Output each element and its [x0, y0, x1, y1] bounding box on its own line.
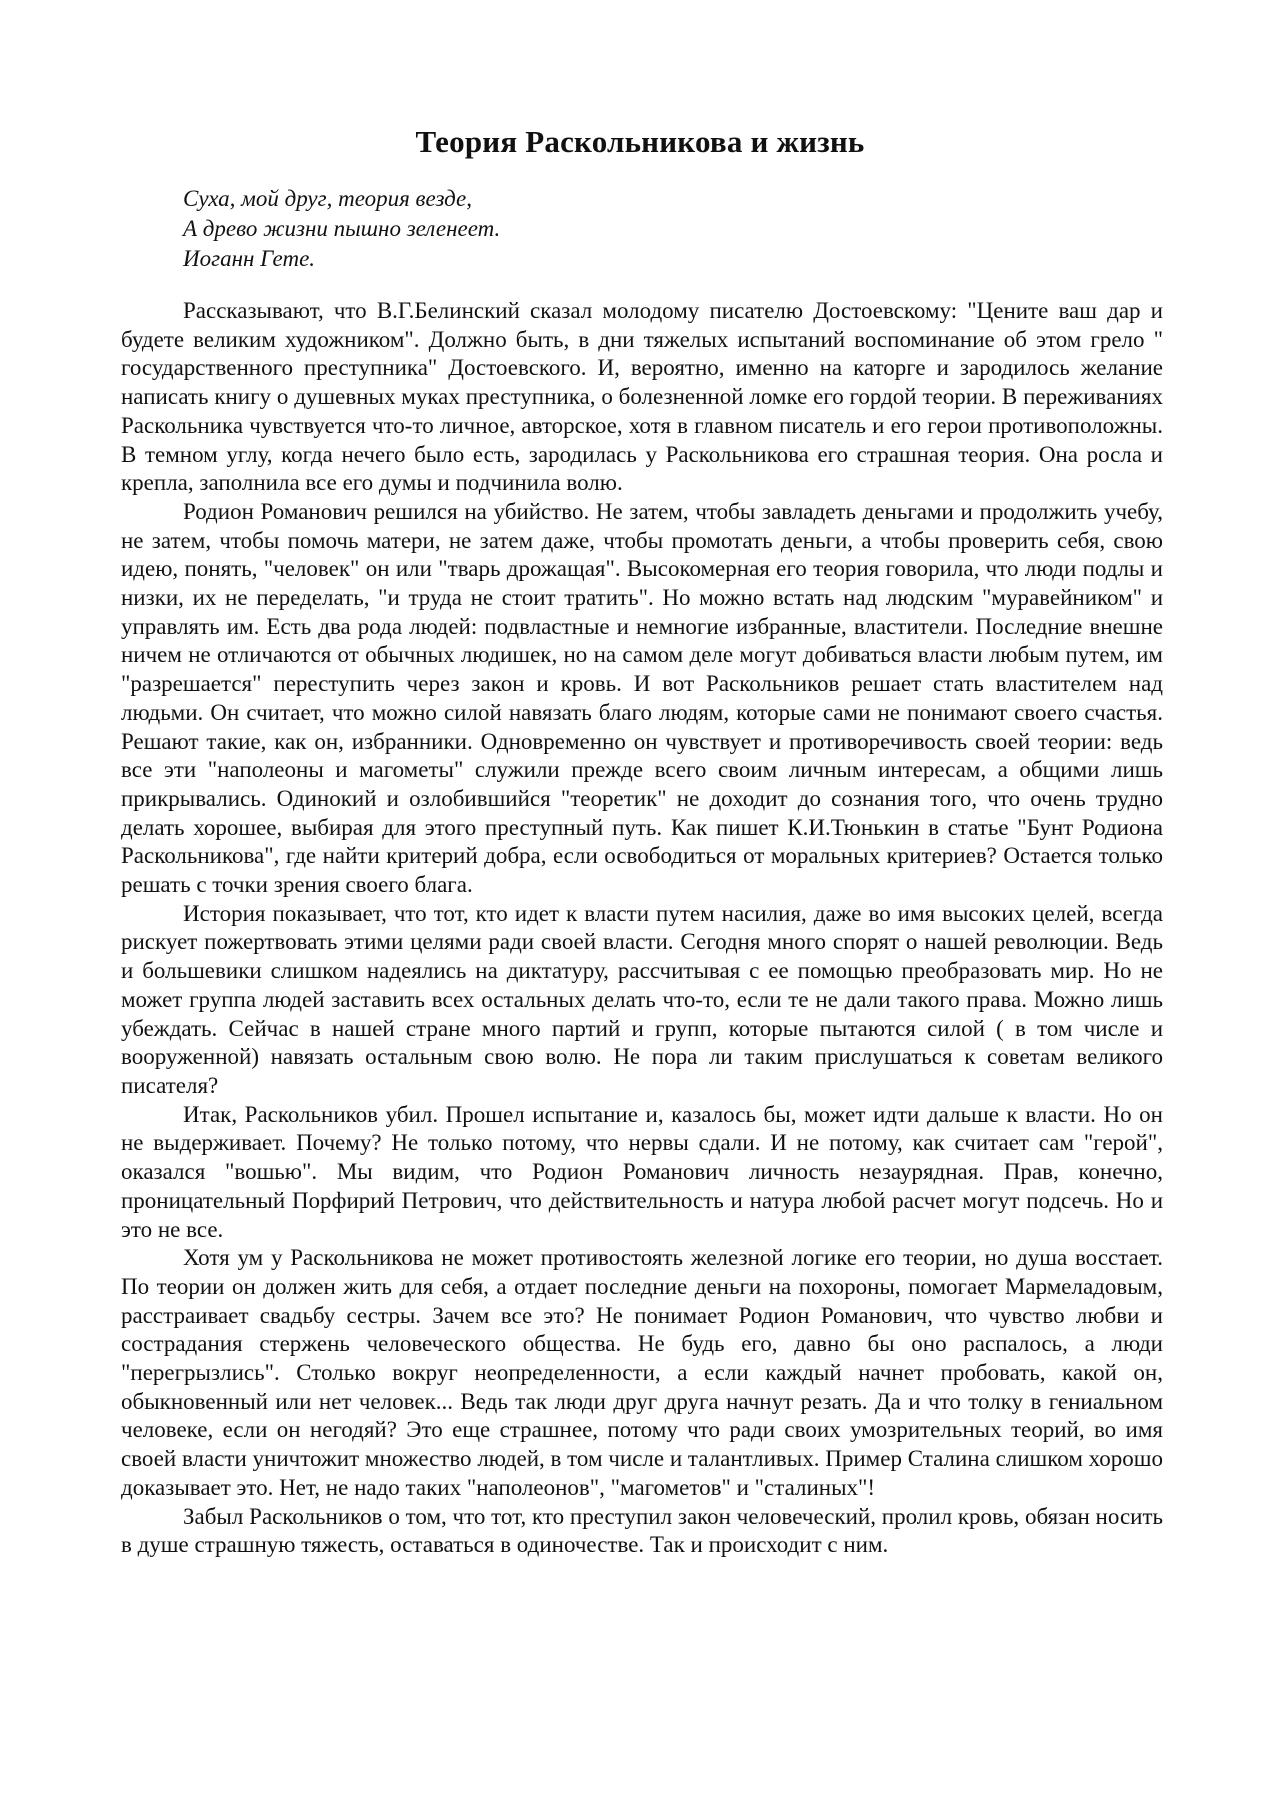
paragraph: Забыл Раскольников о том, что тот, кто преступил закон человеческий, пролил кровь, обязан носить в душе страшную тяжесть, оставаться в одиночестве. Так и происходит с ним.	[121, 1503, 1163, 1558]
epigraph-line: Суха, мой друг, теория везде,	[183, 186, 472, 211]
paragraph: История показывает, что тот, кто идет к власти путем насилия, даже во имя высоких целей, всегда рискует пожертвовать этими целями ради своей власти. Сегодня много спорят о нашей революции. Ведь и большевики слишком надеялись на диктатуру, рассчитывая с ее помощью преобразовать мир. Но не может группа людей заставить всех остальных делать что-то, если те не дали такого права. Можно лишь убеждать. Сейчас в нашей стране много партий и групп, которые пытаются силой ( в том числе и вооруженной) навязать остальным свою волю. Не пора ли таким прислушаться к советам великого писателя?	[121, 900, 1163, 1098]
epigraph	[183, 184, 500, 274]
essay-body	[121, 297, 1163, 1560]
epigraph-author: Иоганн Гете.	[183, 246, 316, 271]
document-title: Теория Раскольникова и жизнь	[415, 124, 865, 159]
paragraph: Хотя ум у Раскольникова не может противостоять железной логике его теории, но душа восстает. По теории он должен жить для себя, а отдает последние деньги на похороны, помогает Мармеладовым, расстраивает свадьбу сестры. Зачем все это? Не понимает Родион Романович, что чувство любви и сострадания стержень человеческого общества. Не будь его, давно бы оно распалось, а люди "перегрызлись". Столько вокруг неопределенности, а если каждый начнет пробовать, какой он, обыкновенный или нет человек... Ведь так люди друг друга начнут резать. Да и что толку в гениальном человеке, если он негодяй? Это еще страшнее, потому что ради своих умозрительных теорий, во имя своей власти уничтожит множество людей, в том числе и талантливых. Пример Сталина слишком хорошо доказывает это. Нет, не надо таких "наполеонов", "магометов" и "сталиных"!	[121, 1245, 1163, 1500]
epigraph-line: А древо жизни пышно зеленеет.	[183, 216, 501, 241]
paragraph: Итак, Раскольников убил. Прошел испытание и, казалось бы, может идти дальше к власти. Но он не выдерживает. Почему? Не только потому, что нервы сдали. И не потому, как считает сам "герой", оказался "вошью". Мы видим, что Родион Романович личность незаурядная. Прав, конечно, проницательный Порфирий Петрович, что действительность и натура любой расчет могут подсечь. Но и это не все.	[121, 1101, 1163, 1242]
paragraph: Родион Романович решился на убийство. Не затем, чтобы завладеть деньгами и продолжить учебу, не затем, чтобы помочь матери, не затем даже, чтобы промотать деньги, а чтобы проверить себя, свою идею, понять, "человек" он или "тварь дрожащая". Высокомерная его теория говорила, что люди подлы и низки, их не переделать, "и труда не стоит тратить". Но можно встать над людским "муравейником" и управлять им. Есть два рода людей: подвластные и немногие избранные, властители. Последние внешне ничем не отличаются от обычных людишек, но на самом деле могут добиваться власти любым путем, им "разрешается" переступить через закон и кровь. И вот Раскольников решает стать властителем над людьми. Он считает, что можно силой навязать благо людям, которые сами не понимают своего счастья. Решают такие, как он, избранники. Одновременно он чувствует и противоречивость своей теории: ведь все эти "наполеоны и магометы" служили прежде всего своим личным интересам, а общими лишь прикрывались. Одинокий и озлобившийся "теоретик" не доходит до сознания того, что очень трудно делать хорошее, выбирая для этого преступный путь. Как пишет К.И.Тюнькин в статье "Бунт Родиона Раскольникова", где найти критерий добра, если освободиться от моральных критериев? Остается только решать с точки зрения своего блага.	[121, 498, 1163, 898]
paragraph: Рассказывают, что В.Г.Белинский сказал молодому писателю Достоевскому: "Цените ваш дар и будете великим художником". Должно быть, в дни тяжелых испытаний воспоминание об этом грело " государственного преступника" Достоевского. И, вероятно, именно на каторге и зародилось желание написать книгу о душевных муках преступника, о болезненной ломке его гордой теории. В переживаниях Раскольника чувствуется что-то личное, авторское, хотя в главном писатель и его герои противоположны. В темном углу, когда нечего было есть, зародилась у Раскольникова его страшная теория. Она росла и крепла, заполнила все его думы и подчинила волю.	[121, 298, 1163, 496]
